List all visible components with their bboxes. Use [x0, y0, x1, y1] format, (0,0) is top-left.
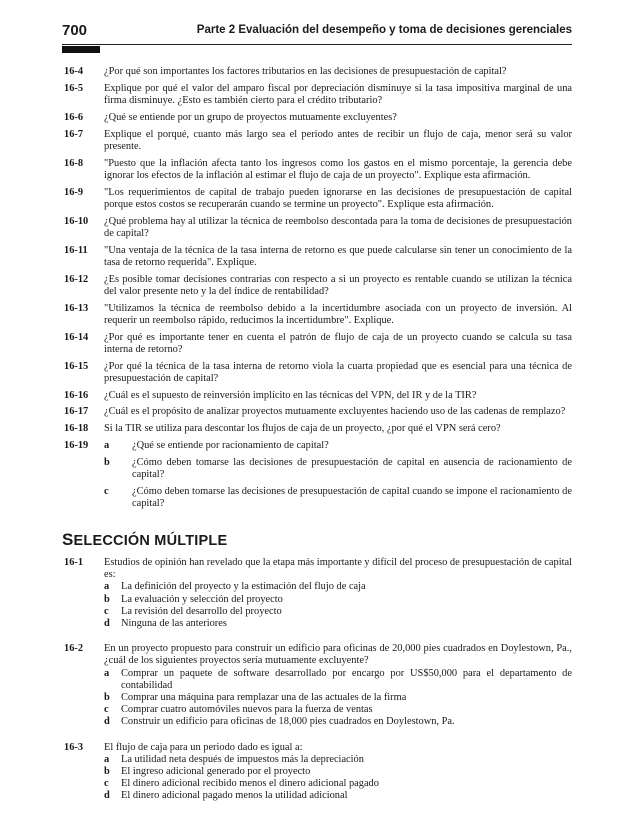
part-title: Evaluación del desempeño y toma de decisiones gerenciales: [238, 24, 572, 36]
mc-option: [104, 692, 572, 704]
mc-body: [104, 643, 572, 728]
mc-stem: Estudios de opinión han revelado que la etapa más importante y difícil del proceso de presupuestación de capital es:: [104, 557, 572, 581]
mc-option: [104, 754, 572, 766]
question-number: 16-4: [64, 66, 84, 77]
mc-item: [62, 557, 572, 630]
question-number: 16-6: [64, 111, 84, 123]
option-text: La evaluación y selección del proyecto: [121, 593, 283, 605]
question-text: "Utilizamos la técnica de reembolso debido a la incertidumbre asociada con un proyecto de inversión. Al requerir un reembolso rápido, reducimos la incertidumbre". Explique.: [104, 302, 572, 326]
mc-number: 16-3: [64, 741, 84, 753]
mc-option: [104, 594, 572, 606]
question-item: [62, 274, 572, 298]
review-questions: [62, 66, 572, 515]
question-item: [62, 158, 572, 182]
option-letter: c: [104, 605, 109, 617]
question-number: 16-19: [64, 439, 89, 451]
option-letter: d: [104, 716, 110, 728]
question-item: [62, 83, 572, 107]
section-title: SELECCIÓN MÚLTIPLE: [62, 530, 228, 549]
question-number: 16-8: [64, 157, 84, 169]
multiple-choice-list: [62, 557, 572, 816]
option-letter: a: [104, 667, 110, 679]
subpart-letter: a: [104, 439, 110, 451]
mc-body: [104, 557, 572, 630]
question-subpart: [104, 457, 572, 481]
page-number: 700: [62, 22, 88, 39]
question-number: 16-13: [64, 302, 89, 314]
question-number: 16-12: [64, 273, 89, 285]
option-letter: c: [104, 704, 109, 716]
question-parts: [104, 440, 572, 510]
mc-option: [104, 716, 572, 728]
question-text: ¿Por qué es importante tener en cuenta el patrón de flujo de caja de un proyecto cuando se calcula su tasa interna de retorno?: [104, 331, 572, 355]
mc-item: [62, 742, 572, 803]
question-text: ¿Qué se entiende por un grupo de proyectos mutuamente excluyentes?: [104, 111, 397, 123]
mc-option: [104, 606, 572, 618]
question-subpart: [104, 486, 572, 510]
question-item: [62, 406, 572, 418]
mc-option: [104, 704, 572, 716]
question-item: [62, 423, 572, 435]
question-item: [62, 187, 572, 211]
question-item: [62, 129, 572, 153]
question-text: "Una ventaja de la técnica de la tasa interna de retorno es que puede calcularse sin tener un conocimiento de la tasa de retorno requerida". Explique.: [104, 244, 572, 268]
question-text: Explique por qué el valor del amparo fiscal por depreciación disminuye si la tasa impositiva marginal de una firma disminuye. ¿Esto es también cierto para el crédito tributario?: [104, 82, 572, 106]
subpart-text: ¿Cómo deben tomarse las decisiones de presupuestación de capital cuando se impone el racionamiento de capital?: [132, 485, 572, 509]
question-number: 16-5: [64, 82, 84, 94]
question-item: [62, 303, 572, 327]
option-letter: a: [104, 581, 110, 593]
option-text: El dinero adicional recibido menos el dinero adicional pagado: [121, 778, 379, 790]
question-item: [62, 361, 572, 385]
option-text: Comprar un paquete de software desarrollado por encargo por US$50,000 para el departamento de contabilidad: [121, 667, 572, 691]
question-text: Si la TIR se utiliza para descontar los flujos de caja de un proyecto, ¿por qué el VPN será cero?: [104, 423, 501, 435]
header-tab-block: [62, 46, 100, 53]
question-text: ¿Qué problema hay al utilizar la técnica de reembolso descontada para la toma de decisiones de presupuestación de capital?: [104, 215, 572, 239]
mc-option: [104, 668, 572, 692]
question-text: ¿Cuál es el supuesto de reinversión implícito en las técnicas del VPN, del IR y de la TIR?: [104, 389, 477, 401]
option-text: El dinero adicional pagado menos la utilidad adicional: [121, 790, 348, 802]
question-text: ¿Cuál es el propósito de analizar proyectos mutuamente excluyentes haciendo uso de las cadenas de remplazo?: [104, 406, 566, 418]
question-text: "Los requerimientos de capital de trabajo pueden ignorarse en las decisiones de presupuestación de capital porque estos costos se recuperarán cuando se termine un proyecto". Explique esta afirmación.: [104, 186, 572, 210]
mc-number: 16-2: [64, 643, 84, 655]
option-text: Comprar cuatro automóviles nuevos para la fuerza de ventas: [121, 704, 373, 716]
subpart-text: ¿Qué se entiende por racionamiento de capital?: [132, 439, 329, 451]
mc-number: 16-1: [64, 557, 84, 568]
option-text: El ingreso adicional generado por el proyecto: [121, 766, 311, 778]
option-text: Construir un edificio para oficinas de 18,000 pies cuadrados en Doylestown, Pa.: [121, 716, 455, 728]
mc-option: [104, 766, 572, 778]
question-number: 16-9: [64, 186, 84, 198]
question-item: [62, 440, 572, 510]
mc-item: [62, 643, 572, 728]
option-letter: d: [104, 618, 110, 630]
mc-stem: En un proyecto propuesto para construir un edificio para oficinas de 20,000 pies cuadrados en Doylestown, Pa., ¿cuál de los siguientes proyectos sería mutuamente excluyente?: [104, 643, 572, 667]
question-subpart: [104, 440, 572, 452]
option-text: Ninguna de las anteriores: [121, 618, 227, 630]
question-number: 16-16: [64, 389, 89, 401]
question-number: 16-15: [64, 360, 89, 372]
question-text: Explique el porqué, cuanto más largo sea el periodo antes de recibir un flujo de caja, menor será su valor presente.: [104, 128, 572, 152]
question-number: 16-14: [64, 331, 89, 343]
mc-option: [104, 618, 572, 630]
option-letter: b: [104, 593, 110, 605]
question-item: [62, 66, 572, 78]
question-number: 16-17: [64, 406, 89, 418]
question-number: 16-10: [64, 215, 89, 227]
mc-option: [104, 790, 572, 802]
mc-option: [104, 581, 572, 593]
question-text: ¿Es posible tomar decisiones contrarias con respecto a si un proyecto es rentable cuando se utilizan la técnica del valor presente neto y la del índice de rentabilidad?: [104, 273, 572, 297]
mc-option: [104, 778, 572, 790]
mc-stem: El flujo de caja para un periodo dado es igual a:: [104, 741, 303, 753]
page-header: [62, 22, 572, 44]
part-label: Parte 2: [196, 24, 236, 36]
subpart-letter: c: [104, 485, 109, 497]
question-item: [62, 245, 572, 269]
option-text: La revisión del desarrollo del proyecto: [121, 605, 282, 617]
question-item: [62, 112, 572, 124]
option-letter: c: [104, 778, 109, 790]
question-number: 16-7: [64, 128, 84, 140]
question-number: 16-18: [64, 423, 89, 435]
option-letter: a: [104, 753, 110, 765]
subpart-letter: b: [104, 456, 110, 468]
mc-body: [104, 742, 572, 803]
option-letter: d: [104, 790, 110, 802]
question-text: "Puesto que la inflación afecta tanto los ingresos como los gastos en el mismo porcentaje, la gerencia debe ignorar los efectos de la inflación al estimar el flujo de caja de un proyecto". Explique esta afirmación.: [104, 157, 572, 181]
option-letter: b: [104, 692, 110, 704]
question-text: ¿Por qué son importantes los factores tributarios en las decisiones de presupuestación de capital?: [104, 66, 507, 77]
question-item: [62, 332, 572, 356]
subpart-text: ¿Cómo deben tomarse las decisiones de presupuestación de capital en ausencia de racionamiento de capital?: [132, 456, 572, 480]
question-number: 16-11: [64, 244, 88, 256]
question-item: [62, 216, 572, 240]
running-head: [197, 24, 572, 36]
header-rule: [62, 44, 572, 45]
question-text: ¿Por qué la técnica de la tasa interna de retorno viola la cuarta propiedad que es esencial para una técnica de presupuestación de capital?: [104, 360, 572, 384]
option-letter: b: [104, 766, 110, 778]
option-text: La utilidad neta después de impuestos más la depreciación: [121, 753, 364, 765]
option-text: La definición del proyecto y la estimación del flujo de caja: [121, 581, 366, 593]
option-text: Comprar una máquina para remplazar una de las actuales de la firma: [121, 692, 407, 704]
question-item: [62, 390, 572, 402]
